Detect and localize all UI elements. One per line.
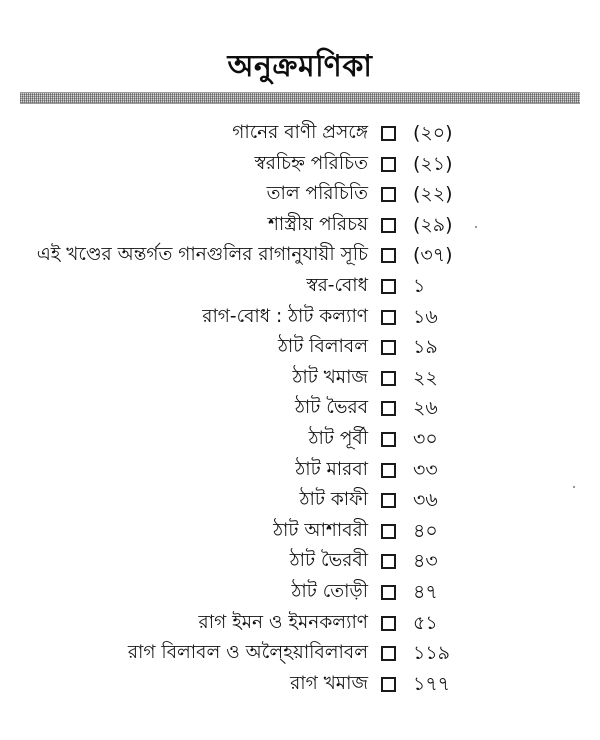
entry-title: ঠাট মারবা [295,458,368,480]
entry-page-number: ৩০ [413,427,438,450]
checkbox-icon [381,218,396,233]
toc-entry[interactable] [0,638,600,669]
toc-entry[interactable] [0,393,600,424]
checkbox-icon [381,524,396,539]
entry-page-number: ৪০ [413,519,438,542]
checkbox-icon [381,677,396,692]
entry-page-number: ১৭৭ [413,672,451,695]
entry-title: ঠাট আশাবরী [273,519,368,541]
entry-page-number: (২০) [413,122,453,144]
entry-page-number: (২২) [413,183,453,206]
checkbox-icon [381,432,396,447]
entry-title: ঠাট ভৈরব [295,397,368,419]
entry-title: এই খণ্ডের অন্তর্গত গানগুলির রাগানুযায়ী সূচি [36,244,368,266]
toc-entry[interactable] [0,332,600,363]
entry-title: ঠাট পূর্বী [308,427,368,449]
toc-entry[interactable] [0,118,600,149]
toc-entry[interactable] [0,149,600,180]
entry-title: ঠাট কাফী [299,489,368,511]
checkbox-icon [381,126,396,141]
checkbox-icon [381,157,396,172]
toc-entry[interactable] [0,455,600,486]
checkbox-icon [381,279,396,294]
entry-title: ঠাট ভৈরবী [289,550,368,572]
toc-entry[interactable] [0,302,600,333]
checkbox-icon [381,401,396,416]
checkbox-icon [381,646,396,661]
entry-page-number: ৪৩ [413,550,438,573]
entry-page-number: (২৯) [413,213,453,236]
checkbox-icon [381,585,396,600]
entry-title: ঠাট খমাজ [292,366,368,388]
entry-title: রাগ বিলাবল ও অল্হৈয়াবিলাবল [127,642,368,664]
entry-page-number: ৪৭ [413,580,438,603]
checkbox-icon [381,187,396,202]
entry-page-number: ১৯ [413,336,438,359]
toc-entry[interactable] [0,271,600,302]
entry-title: শাস্ত্রীয় পরিচয় [267,213,368,235]
entry-title: গানের বাণী প্রসঙ্গে [232,122,368,143]
scan-speck [475,226,477,228]
checkbox-icon [381,463,396,478]
toc-entry[interactable] [0,516,600,547]
entry-page-number: ২৬ [413,397,438,420]
title-divider [20,92,580,104]
entry-page-number: ৩৩ [413,458,438,481]
checkbox-icon [381,371,396,386]
toc-entry[interactable] [0,240,600,271]
checkbox-icon [381,310,396,325]
toc-entry[interactable] [0,485,600,516]
table-of-contents [0,118,600,699]
entry-page-number: ২২ [413,366,438,389]
entry-title: রাগ ইমন ও ইমনকল্যাণ [198,611,368,633]
checkbox-icon [381,493,396,508]
entry-page-number: ৩৬ [413,489,438,512]
toc-entry[interactable] [0,363,600,394]
entry-page-number: (২১) [413,152,453,175]
checkbox-icon [381,248,396,263]
page-title: অনুক্রমণিকা [227,49,373,84]
entry-page-number: (৩৭) [413,244,453,267]
toc-entry[interactable] [0,577,600,608]
entry-page-number: ১৬ [413,305,438,328]
entry-title: স্বর-বোধ [306,274,368,296]
entry-title: রাগ-বোধ : ঠাট কল্যাণ [202,305,368,327]
checkbox-icon [381,340,396,355]
entry-title: তাল পরিচিতি [266,183,368,205]
entry-page-number: ১ [413,274,426,297]
toc-entry[interactable] [0,669,600,700]
toc-entry[interactable] [0,424,600,455]
toc-entry[interactable] [0,546,600,577]
entry-title: ঠাট বিলাবল [277,336,368,358]
entry-title: স্বরচিহ্ন পরিচিত [254,152,368,174]
toc-entry[interactable] [0,210,600,241]
toc-entry[interactable] [0,179,600,210]
entry-title: ঠাট তোড়ী [291,580,368,602]
checkbox-icon [381,616,396,631]
scan-speck [573,486,575,488]
entry-page-number: ১১৯ [413,642,450,665]
entry-page-number: ৫১ [413,611,438,634]
checkbox-icon [381,554,396,569]
entry-title: রাগ খমাজ [290,672,368,694]
toc-entry[interactable] [0,608,600,639]
